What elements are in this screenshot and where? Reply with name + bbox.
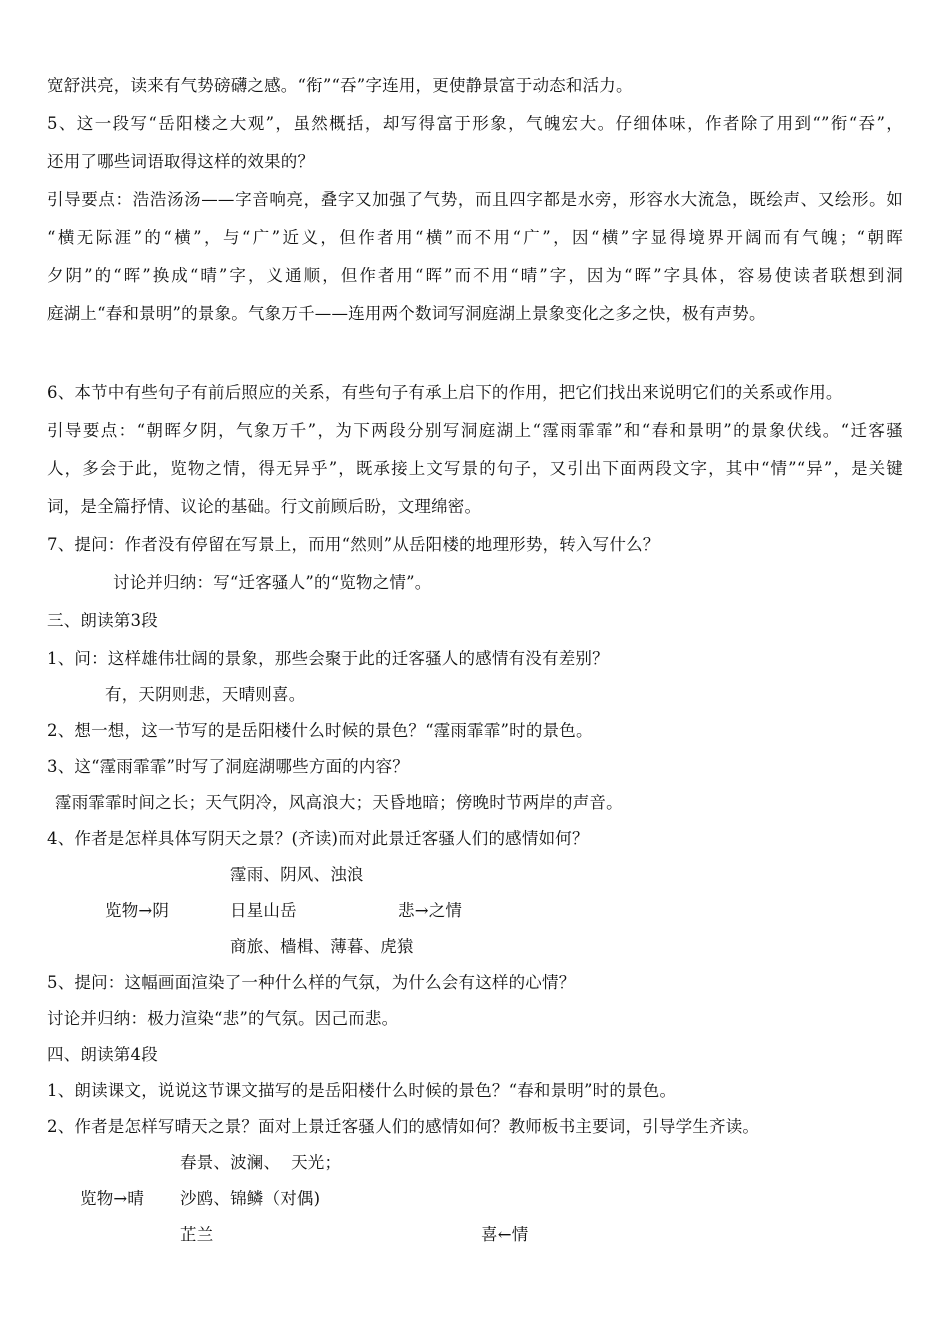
question-5: 5、提问：这幅画面渲染了一种什么样的气氛，为什么会有这样的心情？ <box>47 973 576 992</box>
question-2: 2、想一想，这一节写的是岳阳楼什么时候的景色？“霪雨霏霏”时的景色。 <box>47 721 593 740</box>
answer-line: 有，天阴则悲，天晴则喜。 <box>105 685 306 704</box>
diagram-label: 悲→之情 <box>398 901 463 920</box>
question-5: 5、这一段写“岳阳楼之大观”，虽然概括，却写得富于形象，气魄宏大。仔细体味，作者除了用到“”衔“吞”， <box>47 114 903 133</box>
diagram-item: 沙鸥、锦鳞（对偶) <box>180 1189 321 1208</box>
diagram-item: 芷兰 <box>180 1225 214 1244</box>
diagram-label: 览物→晴 <box>80 1189 145 1208</box>
paragraph-line: “横无际涯”的“横”，与“广”近义，但作者用“横”而不用“广”，因“横”字显得境界开阔而有气魄；“朝晖 <box>47 228 903 247</box>
section-heading-3: 三、朗读第3段 <box>47 611 158 630</box>
discussion-summary: 讨论并归纳：极力渲染“悲”的气氛。因己而悲。 <box>47 1009 399 1028</box>
question-4: 4、作者是怎样具体写阴天之景？(齐读)而对此景迁客骚人们的感情如何？ <box>47 829 589 848</box>
section-heading-4: 四、朗读第4段 <box>47 1045 158 1064</box>
paragraph-line: 夕阴”的“晖”换成“晴”字，义通顺，但作者用“晖”而不用“晴”字，因为“晖”字具体，容易使读者联想到洞 <box>47 266 903 285</box>
diagram-label: 喜←情 <box>481 1225 529 1244</box>
paragraph-line: 词，是全篇抒情、议论的基础。行文前顾后盼，文理绵密。 <box>47 497 482 516</box>
paragraph-line: 庭湖上“春和景明”的景象。气象万千——连用两个数词写洞庭湖上景象变化之多之快，极有声势。 <box>47 304 766 323</box>
question-7: 7、提问：作者没有停留在写景上，而用“然则”从岳阳楼的地理形势，转入写什么？ <box>47 535 660 554</box>
question-1: 1、问：这样雄伟壮阔的景象，那些会聚于此的迁客骚人的感情有没有差别？ <box>47 649 609 668</box>
diagram-item: 春景、波澜、 天光； <box>180 1153 342 1172</box>
guide-points: 引导要点：“朝晖夕阴，气象万千”，为下两段分别写洞庭湖上“霪雨霏霏”和“春和景明”的景象伏线。“迁客骚 <box>47 421 903 440</box>
paragraph-line: 人，多会于此，览物之情，得无异乎”，既承接上文写景的句子，又引出下面两段文字，其中“情”“异”，是关键 <box>47 459 903 478</box>
question-1: 1、朗读课文，说说这节课文描写的是岳阳楼什么时候的景色？“春和景明”时的景色。 <box>47 1081 677 1100</box>
diagram-label: 览物→阴 <box>105 901 170 920</box>
question-3: 3、这“霪雨霏霏”时写了洞庭湖哪些方面的内容？ <box>47 757 409 776</box>
paragraph-line: 宽舒洪亮，读来有气势磅礴之感。“衔”“吞”字连用，更使静景富于动态和活力。 <box>47 76 633 95</box>
discussion-summary: 讨论并归纳：写“迁客骚人”的“览物之情”。 <box>113 573 432 592</box>
guide-points: 引导要点：浩浩汤汤——字音响亮，叠字又加强了气势，而且四字都是水旁，形容水大流急，既绘声、又绘形。如 <box>47 190 903 209</box>
diagram-item: 霪雨、阴风、浊浪 <box>230 865 364 884</box>
answer-line: 霪雨霏霏时间之长；天气阴冷，风高浪大；天昏地暗；傍晚时节两岸的声音。 <box>55 793 623 812</box>
paragraph-line: 还用了哪些词语取得这样的效果的？ <box>47 152 315 171</box>
question-2: 2、作者是怎样写晴天之景？面对上景迁客骚人们的感情如何？教师板书主要词，引导学生齐读。 <box>47 1117 760 1136</box>
diagram-item: 日星山岳 <box>230 901 297 920</box>
diagram-item: 商旅、樯楫、薄暮、虎猿 <box>230 937 414 956</box>
question-6: 6、本节中有些句子有前后照应的关系，有些句子有承上启下的作用，把它们找出来说明它们的关系或作用。 <box>47 383 843 402</box>
